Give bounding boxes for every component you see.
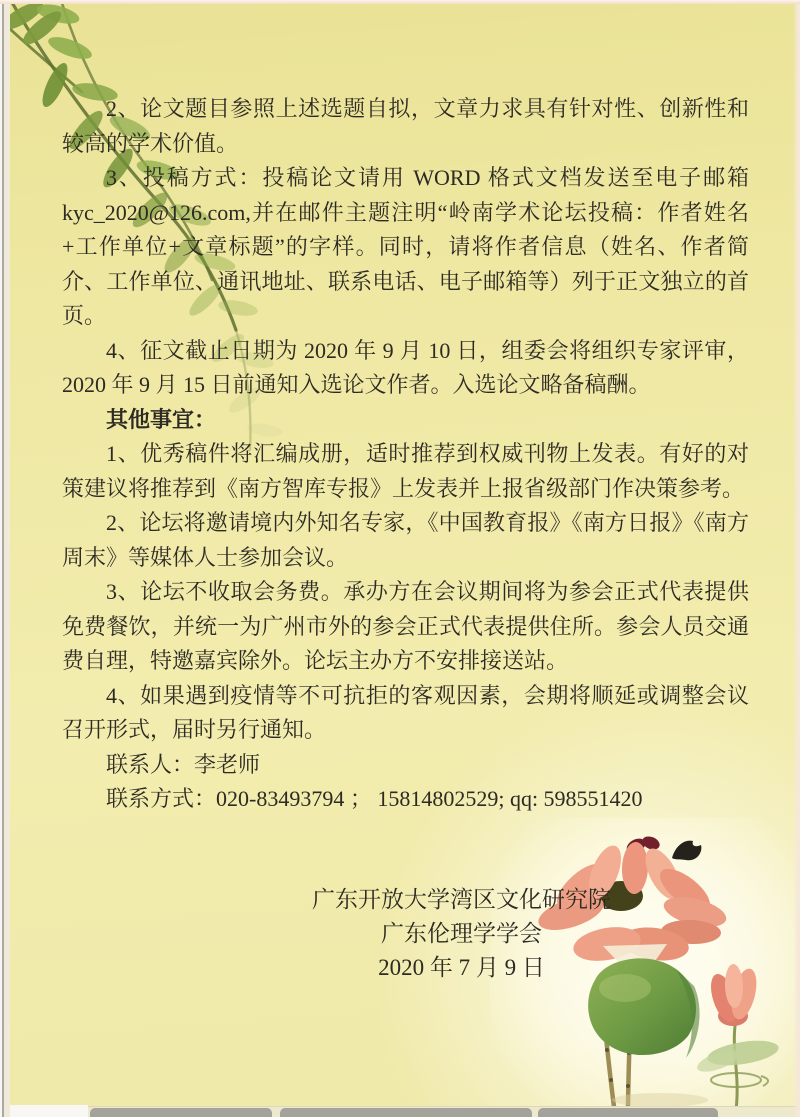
contact-person-line: 联系人：李老师 <box>106 751 261 777</box>
section-heading-other-matters: 其他事宜： <box>106 406 217 432</box>
paragraph-media: 2、论坛将邀请境内外知名专家，《中国教育报》《南方日报》《南方周末》等媒体人士参加会议。 <box>62 510 749 570</box>
paragraph-publication: 1、优秀稿件将汇编成册，适时推荐到权威刊物上发表。有好的对策建议将推荐到《南方智库专报》上发表并上报省级部门作决策参考。 <box>62 441 749 501</box>
cropped-thumbnail-1[interactable] <box>90 1108 272 1117</box>
contact-info-line: 联系方式：020-83493794 ； 15814802529; qq: 598551420 <box>106 786 643 811</box>
paragraph-submission: 3、投稿方式：投稿论文请用 WORD 格式文档发送至电子邮箱kyc_2020@126.com,并在邮件主题注明“岭南学术论坛投稿：作者姓名+工作单位+文章标题”的字样。同时，请将作者信息（姓名、作者简介、工作单位、通讯地址、联系电话、电子邮箱等）列于正文独立的首页。 <box>62 165 749 328</box>
photo-edge-left <box>0 0 10 1117</box>
photo-corner-bottom-left <box>0 1105 88 1117</box>
paragraph-topic: 2、论文题目参照上述选题自拟，文章力求具有针对性、创新性和较高的学术价值。 <box>62 96 749 156</box>
signature-org-1: 广东开放大学湾区文化研究院 <box>312 886 611 912</box>
paragraph-deadline: 4、征文截止日期为 2020 年 9 月 10 日，组委会将组织专家评审，2020 年 9 月 15 日前通知入选论文作者。入选论文略备稿酬。 <box>62 337 749 397</box>
signature-org-2: 广东伦理学学会 <box>381 920 542 946</box>
document-body <box>62 92 749 985</box>
paragraph-epidemic: 4、如果遇到疫情等不可抗拒的客观因素，会期将顺延或调整会议召开形式，届时另行通知。 <box>62 682 749 742</box>
photo-edge-right <box>793 0 800 1117</box>
ground-shadow <box>612 1093 708 1107</box>
photo-edge-top <box>0 0 800 4</box>
cropped-thumbnail-3[interactable] <box>538 1108 718 1117</box>
signature-date: 2020 年 7 月 9 日 <box>378 954 545 980</box>
signature-block <box>118 883 800 985</box>
paragraph-fees: 3、论坛不收取会务费。承办方在会议期间将为参会正式代表提供免费餐饮，并统一为广州市外的参会正式代表提供住所。参会人员交通费自理，特邀嘉宾除外。论坛主办方不安排接送站。 <box>62 579 749 673</box>
cropped-thumbnail-2[interactable] <box>280 1108 532 1117</box>
